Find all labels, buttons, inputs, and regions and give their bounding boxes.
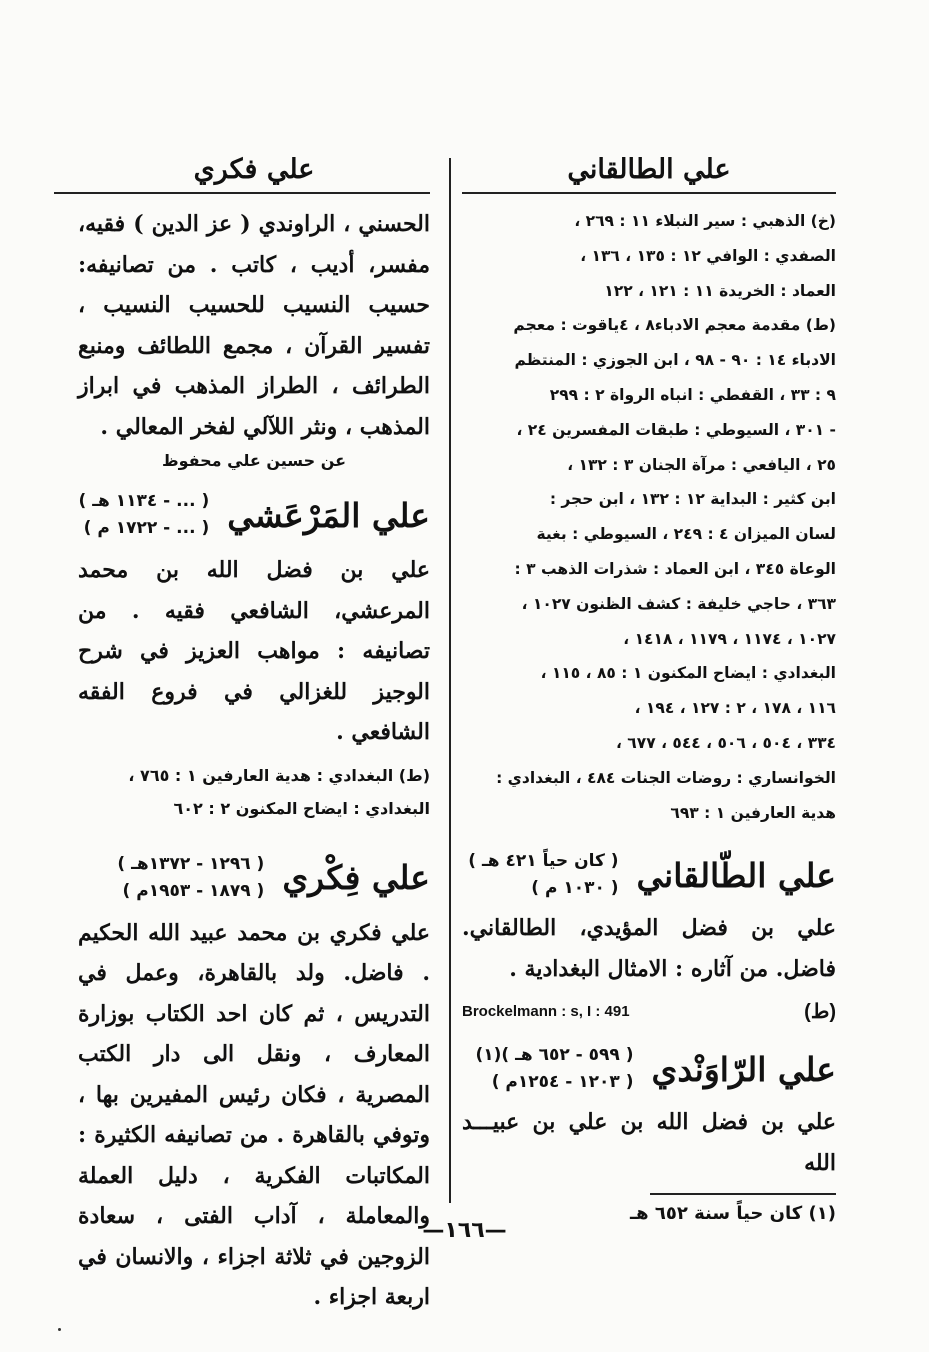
header-rule [462,192,836,194]
left-column-header: علي فكري [193,154,315,185]
reference-line: الخوانساري : روضات الجنات ٤٨٤ ، البغدادي : [496,768,836,787]
page-number: —١٦٦— [422,1218,507,1243]
left-column [78,148,430,1318]
reference-line: ٢٥ ، اليافعي : مرآة الجنان ٣ : ١٣٢ ، [567,455,836,474]
author-signature: عن حسين علي محفوظ [161,451,347,470]
entry-body: علي بن فضل الله بن محمد المرعشي، الشافعي فقيه . من تصانيفه : مواهب العزيز في شرح الوجيز للغزالي في فروع الفقه الشافعي . [78,557,430,745]
dates-hijri: ( كان حياً ٤٢١ هـ ) [468,851,619,872]
entry-body: علي فكري بن محمد عبيد الله الحكيم . فاضل. ولد بالقاهرة، وعمل في التدريس ، ثم كان احد الكتاب بوزارة المعارف ، ونقل الى دار الكتب المصرية ، فكان رئيس المفيرين بها ، وتوفي بالقاهرة . من تصانيفه الكثيرة : المكاتبات الفكرية ، دليل العملة والمعاملة ، آداب الفتى ، سعادة الزوجين في ثلاثة اجزاء ، والانسان في اربعة اجزاء . [78,919,430,1310]
entry-dates [117,851,264,905]
reference-line: ٩ : ٣٣ ، القفطي : انباه الرواة ٢ : ٢٩٩ [549,385,836,404]
right-column-header: علي الطالقاني [567,154,731,185]
reference-line: (ط) مقدمة معجم الادباء٨ ، ٤ياقوت : معجم [513,316,836,335]
dates-hijri: ( ٥٩٩ - ٦٥٢ هـ )(١) [475,1045,634,1066]
entry-name: علي الطّالقاني [636,855,836,895]
bibliography-line: (ط) البغدادي : هدية العارفين ١ : ٧٦٥ ، [128,765,430,785]
entry-name: علي الرّاوَنْدي [651,1049,836,1089]
reference-line: العماد : الخريدة ١١ : ١٢١ ، ١٢٢ [604,281,836,300]
entry-dates [79,488,210,542]
entry-dates [468,848,618,902]
footnote-rule [650,1193,836,1195]
reference-line: ابن كثير : البداية ١٢ : ١٣٢ ، ابن حجر : [549,490,836,509]
header-rule [54,192,430,194]
dates-hijri: ( ... - ١١٣٤ هـ ) [78,491,210,511]
dates-gregorian: ( ١٠٣٠ م ) [531,878,619,899]
dates-gregorian: ( ١٢٠٣ - ١٢٥٤م ) [491,1072,634,1093]
column-divider [449,158,451,1203]
entry-heading-rawandi [462,1042,836,1096]
entry-name: علي فِكْري [282,858,430,897]
reference-line: ١١٦ ، ١٧٨ ، ٢ : ١٢٧ ، ١٩٤ ، [634,699,836,718]
entry-heading-taleqani [462,848,836,902]
entry-continuation: الحسني ، الراوندي ( عز الدين ) فقيه، مفسر، أديب ، كاتب . من تصانيفه: حسيب النسيب للحسيب النسيب ، تفسير القرآن ، مجمع اللطائف ومنبع الطرائف ، الطراز المذهب في ابراز المذهب ، ونثر اللآلي لفخر المعالي . [78,211,430,440]
dates-gregorian: ( ١٨٧٩ - ١٩٥٣م ) [122,880,265,901]
entry-dates [475,1042,633,1096]
bibliography-latin: Brockelmann : s, I : 491 [462,1003,630,1021]
reference-line: الادباء ١٤ : ٩٠ - ٩٨ ، ابن الجوزي : المنتظم [514,351,836,370]
entry-body: علي بن فضل المؤيدي، الطالقاني. فاضل. من آثاره : الامثال البغدادية . [462,915,836,982]
bibliography-line: البغدادي : ايضاح المكنون ٢ : ٦٠٢ [173,798,430,818]
reference-line: ١٠٢٧ ، ١١٧٤ ، ١١٧٩ ، ١٤١٨ ، [623,629,836,648]
entry-heading-fikri [78,851,430,905]
bibliography [78,759,430,825]
bibliography-line [462,999,836,1024]
entry-heading-marashi [78,488,430,542]
reference-line: الوعاة ٣٤٥ ، ابن العماد : شذرات الذهب ٣ : [514,559,836,578]
reference-line: ٣٦٣ ، حاجي خليفة : كشف الظنون ١٠٢٧ ، [521,594,836,613]
paper-speck [58,1328,61,1331]
reference-line: الصفدي : الوافي ١٢ : ١٣٥ ، ١٣٦ ، [580,246,836,265]
entry-name: علي المَرْعَشي [227,495,430,535]
reference-line: هدية العارفين ١ : ٦٩٣ [670,803,836,822]
dates-gregorian: ( ... - ١٧٢٢ م ) [83,518,210,538]
reference-line: البغدادي : ايضاح المكنون ١ : ٨٥ ، ١١٥ ، [540,664,836,683]
right-column [462,148,836,1224]
entry-body: علي بن فضل الله بن علي بن عبيـــد الله [462,1109,836,1176]
footnote: (١) كان حياً سنة ٦٥٢ هـ [629,1203,836,1225]
reference-line: لسان الميزان ٤ : ٢٤٩ ، السيوطي : بغية [536,525,836,544]
reference-line: ٣٣٤ ، ٥٠٤ ، ٥٠٦ ، ٥٤٤ ، ٦٧٧ ، [616,733,836,752]
dates-hijri: ( ١٢٩٦ - ١٣٧٢هـ ) [117,853,265,874]
references-block [462,204,836,830]
reference-line: (خ) الذهبي : سير النبلاء ١١ : ٢٦٩ ، [574,212,836,230]
bibliography-tag: (ط) [804,1001,836,1024]
reference-line: - ٣٠١ ، السيوطي : طبقات المفسرين ٢٤ ، [516,420,836,439]
